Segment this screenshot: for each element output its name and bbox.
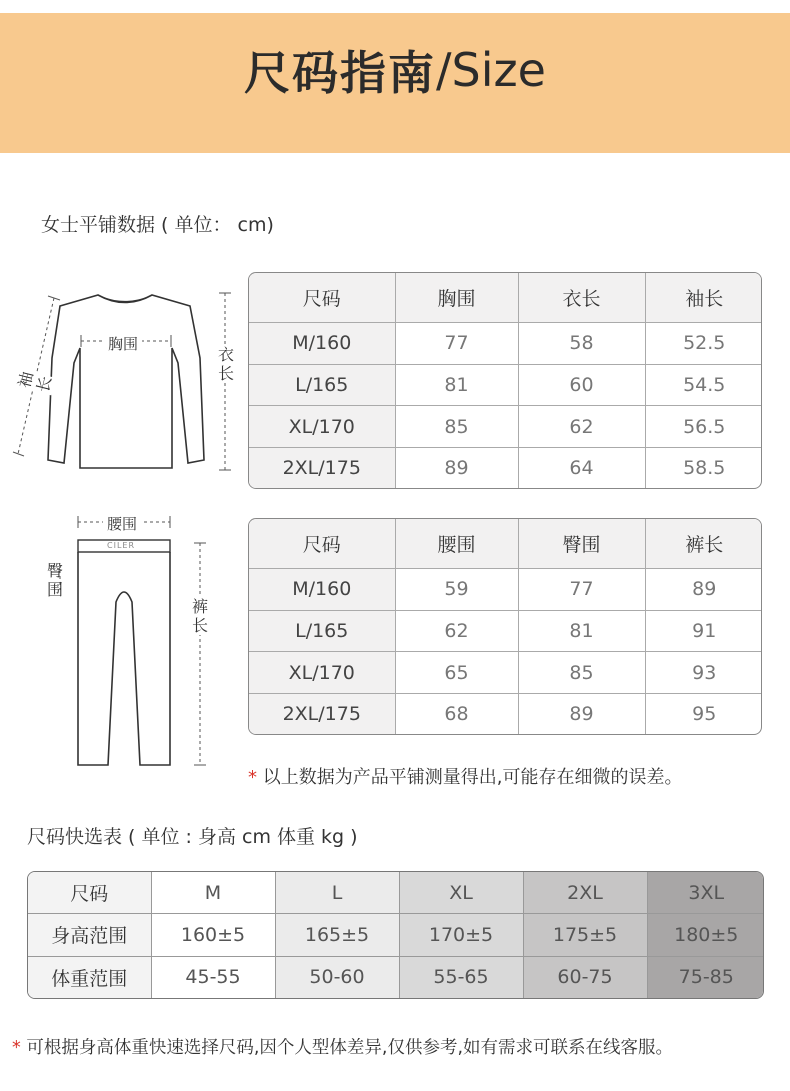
height-cell: 170±5	[399, 914, 523, 957]
weight-cell: 55-65	[399, 956, 523, 998]
size-cell: XL	[399, 872, 523, 914]
title-zh: 尺码指南	[244, 46, 437, 100]
brand-label: CILER	[107, 541, 136, 550]
value-cell: 81	[518, 610, 645, 652]
size-cell: 2XL	[523, 872, 647, 914]
value-cell: 54.5	[645, 364, 762, 406]
value-cell: 95	[692, 702, 717, 725]
top-size-table	[248, 272, 762, 489]
table-row	[249, 610, 762, 652]
value-cell: 85	[518, 652, 645, 694]
size-cell: 2XL/175	[249, 447, 395, 488]
asterisk: *	[12, 1038, 21, 1058]
size-cell: L/165	[249, 610, 395, 652]
quick-select-table	[27, 871, 764, 999]
size-header-cell: 尺码	[28, 872, 151, 914]
value-cell: 58.5	[683, 456, 726, 479]
header-cell: 尺码	[249, 519, 395, 569]
value-cell: 85	[395, 406, 518, 448]
value-cell: 77	[518, 569, 645, 611]
header-cell: 胸围	[395, 273, 518, 323]
table-row	[249, 569, 762, 611]
weight-header-cell: 体重范围	[28, 956, 151, 998]
table-row	[28, 914, 764, 957]
waist-label: 腰围	[103, 513, 141, 534]
value-cell: 89	[518, 693, 645, 734]
value-cell: 81	[395, 364, 518, 406]
sleeve-label: 袖长	[14, 369, 56, 395]
value-cell: 59	[395, 569, 518, 611]
table-row	[249, 447, 762, 488]
value-cell: 52.5	[645, 323, 762, 365]
womens-flat-label: 女士平铺数据 ( 单位： cm)	[41, 214, 274, 236]
value-cell: 91	[645, 610, 762, 652]
header-cell: 裤长	[645, 519, 762, 569]
size-cell: M/160	[249, 569, 395, 611]
table-row	[249, 364, 762, 406]
hip-label: 臀围	[46, 561, 63, 599]
table-row	[28, 956, 764, 998]
weight-cell: 45-55	[151, 956, 275, 998]
size-cell: XL/170	[249, 406, 395, 448]
header-cell: 尺码	[249, 273, 395, 323]
size-cell: M/160	[249, 323, 395, 365]
pants-size-table	[248, 518, 762, 735]
value-cell: 56.5	[645, 406, 762, 448]
value-cell: 89	[395, 447, 518, 488]
value-cell: 58	[518, 323, 645, 365]
size-cell: 2XL/175	[249, 693, 395, 734]
measurement-note-text: 以上数据为产品平铺测量得出,可能存在细微的误差。	[262, 767, 683, 788]
asterisk: *	[248, 767, 257, 788]
length-label: 衣长	[217, 345, 234, 383]
size-cell: M	[151, 872, 275, 914]
height-header-cell: 身高范围	[28, 914, 151, 957]
value-cell: 89	[645, 569, 762, 611]
value-cell: 68	[395, 693, 518, 734]
value-cell: 62	[395, 610, 518, 652]
table-row	[249, 406, 762, 448]
table-row	[28, 872, 764, 914]
header-cell: 臀围	[518, 519, 645, 569]
size-cell: XL/170	[249, 652, 395, 694]
value-cell: 65	[395, 652, 518, 694]
title-en: /Size	[436, 43, 546, 97]
pants-length-label: 裤长	[191, 597, 208, 635]
header-cell: 衣长	[518, 273, 645, 323]
value-cell: 77	[395, 323, 518, 365]
chest-label: 胸围	[104, 333, 142, 354]
header-cell: 袖长	[645, 273, 762, 323]
table-row	[249, 693, 762, 734]
measurement-note	[248, 763, 682, 789]
table-row	[249, 323, 762, 365]
size-cell: L/165	[249, 364, 395, 406]
quick-select-label: 尺码快选表 ( 单位 : 身高 cm 体重 kg )	[27, 826, 358, 848]
weight-cell: 75-85	[647, 956, 764, 998]
header-cell: 腰围	[395, 519, 518, 569]
quick-select-note-text: 可根据身高体重快速选择尺码,因个人型体差异,仅供参考,如有需求可联系在线客服。	[26, 1038, 674, 1058]
weight-cell: 60-75	[523, 956, 647, 998]
page-title	[0, 0, 790, 140]
size-cell: L	[275, 872, 399, 914]
value-cell: 64	[518, 447, 645, 488]
quick-select-note	[12, 1034, 673, 1059]
height-cell: 180±5	[647, 914, 764, 957]
weight-cell: 50-60	[275, 956, 399, 998]
height-cell: 160±5	[151, 914, 275, 957]
table-row	[249, 652, 762, 694]
value-cell: 62	[518, 406, 645, 448]
value-cell: 93	[645, 652, 762, 694]
height-cell: 175±5	[523, 914, 647, 957]
height-cell: 165±5	[275, 914, 399, 957]
size-cell: 3XL	[647, 872, 764, 914]
value-cell: 60	[518, 364, 645, 406]
